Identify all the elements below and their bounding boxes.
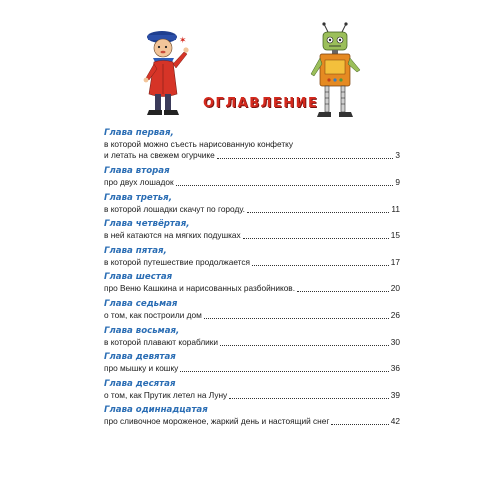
dot-leader — [220, 345, 389, 346]
toc-entry[interactable] — [104, 326, 400, 353]
page-number: 36 — [390, 363, 400, 374]
page-number: 15 — [390, 230, 400, 241]
chapter-heading: Глава пятая, — [104, 245, 167, 256]
chapter-heading: Глава шестая — [104, 272, 173, 283]
chapter-heading: Глава десятая — [104, 378, 176, 389]
toc-entry[interactable] — [104, 166, 400, 193]
chapter-heading: Глава одиннадцатая — [104, 405, 208, 416]
page-number: 3 — [395, 150, 400, 160]
chapter-heading: Глава первая, — [104, 128, 174, 138]
chapter-heading: Глава седьмая — [104, 298, 178, 309]
chapter-description-line — [104, 416, 400, 427]
chapter-description: о том, как Прутик летел на Луну — [104, 389, 228, 400]
dot-leader — [204, 318, 389, 319]
chapter-description: в которой лошадки скачут по городу. — [104, 203, 245, 214]
page-title: ОГЛАВЛЕНИЕ — [203, 96, 319, 111]
chapter-description-line — [104, 150, 400, 161]
toc-entry[interactable] — [104, 193, 400, 220]
chapter-description: о том, как построили дом — [104, 309, 202, 320]
chapter-description-line — [104, 257, 400, 268]
chapter-description-line — [104, 177, 400, 188]
toc-entry[interactable] — [104, 299, 400, 326]
chapter-description: про мышку и кошку — [104, 363, 179, 374]
page-number: 42 — [390, 416, 400, 427]
chapter-description-line — [104, 310, 400, 321]
chapter-heading: Глава четвёртая, — [104, 219, 190, 230]
dot-leader — [331, 424, 388, 425]
toc-entry[interactable] — [104, 219, 400, 246]
page-number: 9 — [395, 177, 400, 187]
chapter-description: и летать на свежем огурчике — [104, 150, 215, 160]
chapter-heading: Глава восьмая, — [104, 325, 180, 336]
dot-leader — [176, 185, 394, 186]
chapter-description: в ней катаются на мягких подушках — [104, 230, 241, 241]
page-number: 26 — [390, 309, 400, 320]
chapter-description-line — [104, 230, 400, 241]
toc-entry[interactable] — [104, 405, 400, 432]
dot-leader — [229, 398, 389, 399]
page-number: 11 — [391, 203, 400, 214]
chapter-heading: Глава третья, — [104, 192, 172, 203]
page-number: 30 — [390, 336, 400, 347]
dot-leader — [297, 291, 389, 292]
chapter-description-line — [104, 390, 400, 401]
chapter-heading: Глава девятая — [104, 352, 176, 363]
chapter-description: в которой плавают кораблики — [104, 336, 219, 347]
dot-leader — [252, 265, 389, 266]
chapter-description: про сливочное мороженое, жаркий день и настоящий снег — [104, 416, 330, 427]
page-number: 20 — [390, 283, 400, 294]
dot-leader — [217, 158, 394, 159]
chapter-description: в которой можно съесть нарисованную конфетку — [104, 139, 293, 149]
chapter-heading: Глава вторая — [104, 166, 170, 176]
toc-entry[interactable] — [104, 379, 400, 406]
toc-entry[interactable] — [104, 272, 400, 299]
page-number: 17 — [390, 256, 400, 267]
chapter-description-line — [104, 337, 400, 348]
table-of-contents — [104, 128, 400, 432]
dot-leader — [243, 238, 389, 239]
chapter-description-line — [104, 283, 400, 294]
chapter-description: в которой путешествие продолжается — [104, 256, 251, 267]
page-number: 39 — [390, 389, 400, 400]
toc-entry[interactable] — [104, 246, 400, 273]
cartoon-character-figure — [136, 28, 194, 126]
svg-text:✶: ✶ — [179, 36, 187, 46]
chapter-description: про Веню Кашкина и нарисованных разбойников. — [104, 283, 296, 294]
dot-leader — [180, 371, 388, 372]
chapter-description: про двух лошадок — [104, 177, 174, 187]
chapter-description-line — [104, 204, 400, 215]
toc-entry[interactable] — [104, 352, 400, 379]
toc-entry[interactable] — [104, 128, 400, 166]
dot-leader — [247, 212, 389, 213]
chapter-description-line — [104, 139, 400, 150]
chapter-description-line — [104, 363, 400, 374]
